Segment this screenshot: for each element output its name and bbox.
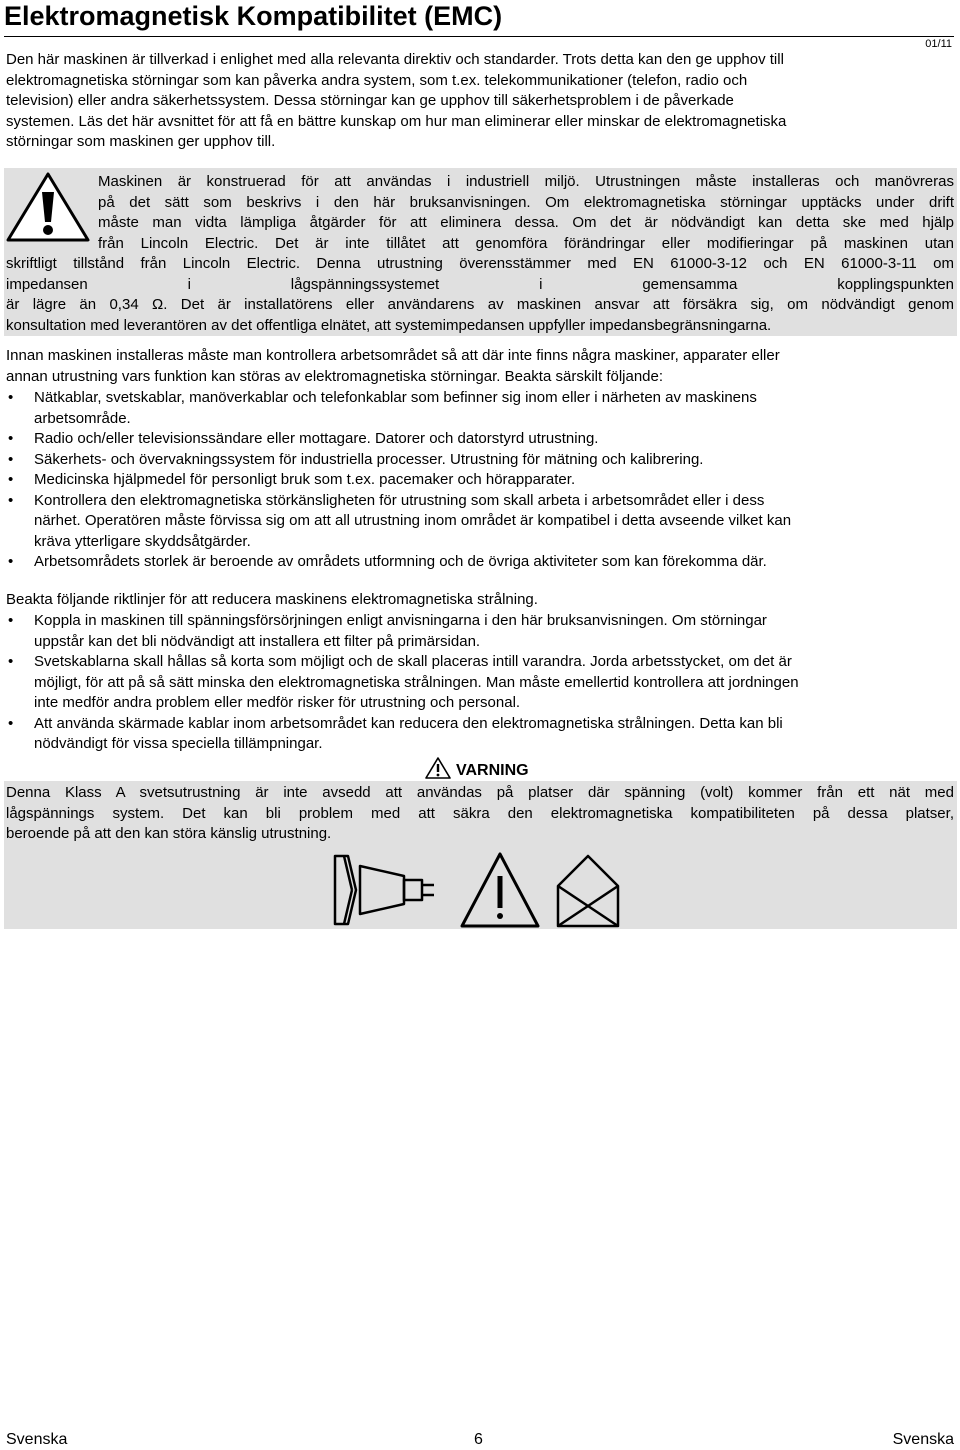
list-item-line: • Medicinska hjälpmedel för personligt bruk som t.ex. pacemaker och hörapparater. <box>34 471 576 488</box>
intro-line: störningar som maskinen ger upphov till. <box>6 133 276 150</box>
list-item-line: arbetsområde. <box>34 409 131 427</box>
warning-line: impedansen i lågspänningssystemet i gemensamma kopplingspunkten <box>6 275 954 293</box>
warning-symbols <box>330 850 630 935</box>
intro-paragraph <box>6 50 950 153</box>
list-item <box>6 652 950 714</box>
warning-triangle-icon <box>462 854 538 926</box>
list-item-line: • Att använda skärmade kablar inom arbetsområdet kan reducera den elektromagnetiska strålningen. Detta kan bli <box>34 714 783 732</box>
warning-box-text <box>6 172 954 336</box>
list-item-line: • Säkerhets- och övervakningssystem för industriella processer. Utrustning för mätning och kalibrering. <box>34 450 704 468</box>
warning-line: Maskinen är konstruerad för att användas i industriell miljö. Utrustningen måste installeras och manövreras <box>98 173 954 190</box>
page-number: 6 <box>474 1431 483 1448</box>
warning-line: beroende på att den kan störa känslig utrustning. <box>6 825 332 842</box>
warning-line: från Lincoln Electric. Det är inte tillåtet att genomföra förändringar eller modifieringar på maskinen utan <box>98 234 954 252</box>
list-item-line: • Radio och/eller televisionssändare eller mottagare. Datorer och datorstyrd utrustning. <box>34 430 599 447</box>
warning-line: lågspännings system. Det kan bli problem med att säkra den elektromagnetiska kompatibiliteten på dessa platser, <box>6 804 954 822</box>
intro-line: systemen. Läs det här avsnittet för att få en bättre kunskap om hur man eliminerar eller minskar de elektromagnetiska <box>6 112 787 130</box>
intro-line: Den här maskinen är tillverkad i enlighet med alla relevanta direktiv och standarder. Trots detta kan den ge upphov till <box>6 51 784 68</box>
warning-line: skriftligt tillstånd från Lincoln Electric. Denna utrustning överensstämmer med EN 61000-3-12 och EN 61000-3-11 om <box>6 255 954 272</box>
page-title: Elektromagnetisk Kompatibilitet (EMC) <box>4 1 503 31</box>
list-item <box>6 429 950 450</box>
warning-line: måste man vidta lämpliga åtgärder för att eliminera dessa. Om det är nödvändigt kan detta ske med hjälp <box>98 214 954 231</box>
footer-language-right: Svenska <box>892 1431 954 1448</box>
document-code: 01/11 <box>925 38 952 50</box>
list-item-line: • Arbetsområdets storlek är beroende av områdets utformning och de övriga aktiviteter som kan förekomma där. <box>34 553 767 570</box>
warning-line: är lägre än 0,34 Ω. Det är installatörens eller användarens av maskinen ansvar att försäkra sig, om nödvändigt genom <box>6 296 954 313</box>
guidelines-heading: Beakta följande riktlinjer för att reducera maskinens elektromagnetiska strålning. <box>6 591 538 608</box>
list-item <box>6 491 950 553</box>
list-item-line: • Svetskablarna skall hållas så korta som möjligt och de skall placeras intill varandra. Jorda arbetsstycket, om det är <box>34 653 792 670</box>
list-item-line: • Koppla in maskinen till spänningsförsörjningen enligt anvisningarna i den här bruksanvisningen. Om störningar <box>34 612 767 629</box>
list-item-line: kräva ytterligare skyddsåtgärder. <box>34 532 251 550</box>
list-item <box>6 611 950 652</box>
list-item <box>6 714 950 755</box>
consideration-list <box>6 388 950 573</box>
intro-line: elektromagnetiska störningar som kan påverka andra system, som t.ex. telekommunikationer (telefon, radio och <box>6 71 748 89</box>
paragraph-line: annan utrustning vars funktion kan störas av elektromagnetiska störningar. Beakta särskilt följande: <box>6 367 664 385</box>
list-item-line: nödvändigt för vissa speciella tillämpningar. <box>34 735 323 752</box>
list-item <box>6 552 950 573</box>
class-a-warning-text <box>6 783 954 845</box>
house-crossed-icon <box>558 856 618 926</box>
varning-label: VARNING <box>456 762 529 779</box>
guidelines-list <box>6 611 950 755</box>
list-item-line: närhet. Operatören måste förvissa sig om att all utrustning inom området är kompatibel i detta avseende vilket kan <box>34 512 792 529</box>
plug-icon <box>335 856 434 924</box>
list-item-line: • Nätkablar, svetskablar, manöverkablar och telefonkablar som befinner sig inom eller i närheten av maskinens <box>34 389 757 406</box>
list-item-line: inte medför andra problem eller medför risker för utrustning och personal. <box>34 694 521 711</box>
list-item <box>6 470 950 491</box>
list-item-line: uppstår kan det bli nödvändigt att installera ett filter på primärsidan. <box>34 632 481 650</box>
footer-language-left: Svenska <box>6 1431 68 1448</box>
installation-paragraph <box>6 346 950 387</box>
list-item <box>6 388 950 429</box>
warning-line: Denna Klass A svetsutrustning är inte avsedd att användas på platser där spänning (volt) kommer från ett nät med <box>6 784 954 801</box>
warning-line: på det sätt som beskrivs i den här bruksanvisningen. Om elektromagnetiska störningar upptäcks under drift <box>98 193 954 211</box>
list-item <box>6 450 950 471</box>
list-item-line: möjligt, för att på så sätt minska den elektromagnetiska strålningen. Man måste emellertid kontrollera att jordningen <box>34 673 799 691</box>
warning-line: konsultation med leverantören av det offentliga elnätet, att systemimpedansen uppfyller impedansbegränsningarna. <box>6 316 772 334</box>
paragraph-line: Innan maskinen installeras måste man kontrollera arbetsområdet så att där inte finns några maskiner, apparater eller <box>6 347 780 364</box>
list-item-line: • Kontrollera den elektromagnetiska störkänsligheten för utrustning som skall arbeta i arbetsområdet eller i dess <box>34 491 765 509</box>
intro-line: television) eller andra säkerhetssystem. Dessa störningar kan ge upphov till säkerhetsproblem i de påverkade <box>6 92 734 109</box>
title-divider <box>4 36 954 37</box>
